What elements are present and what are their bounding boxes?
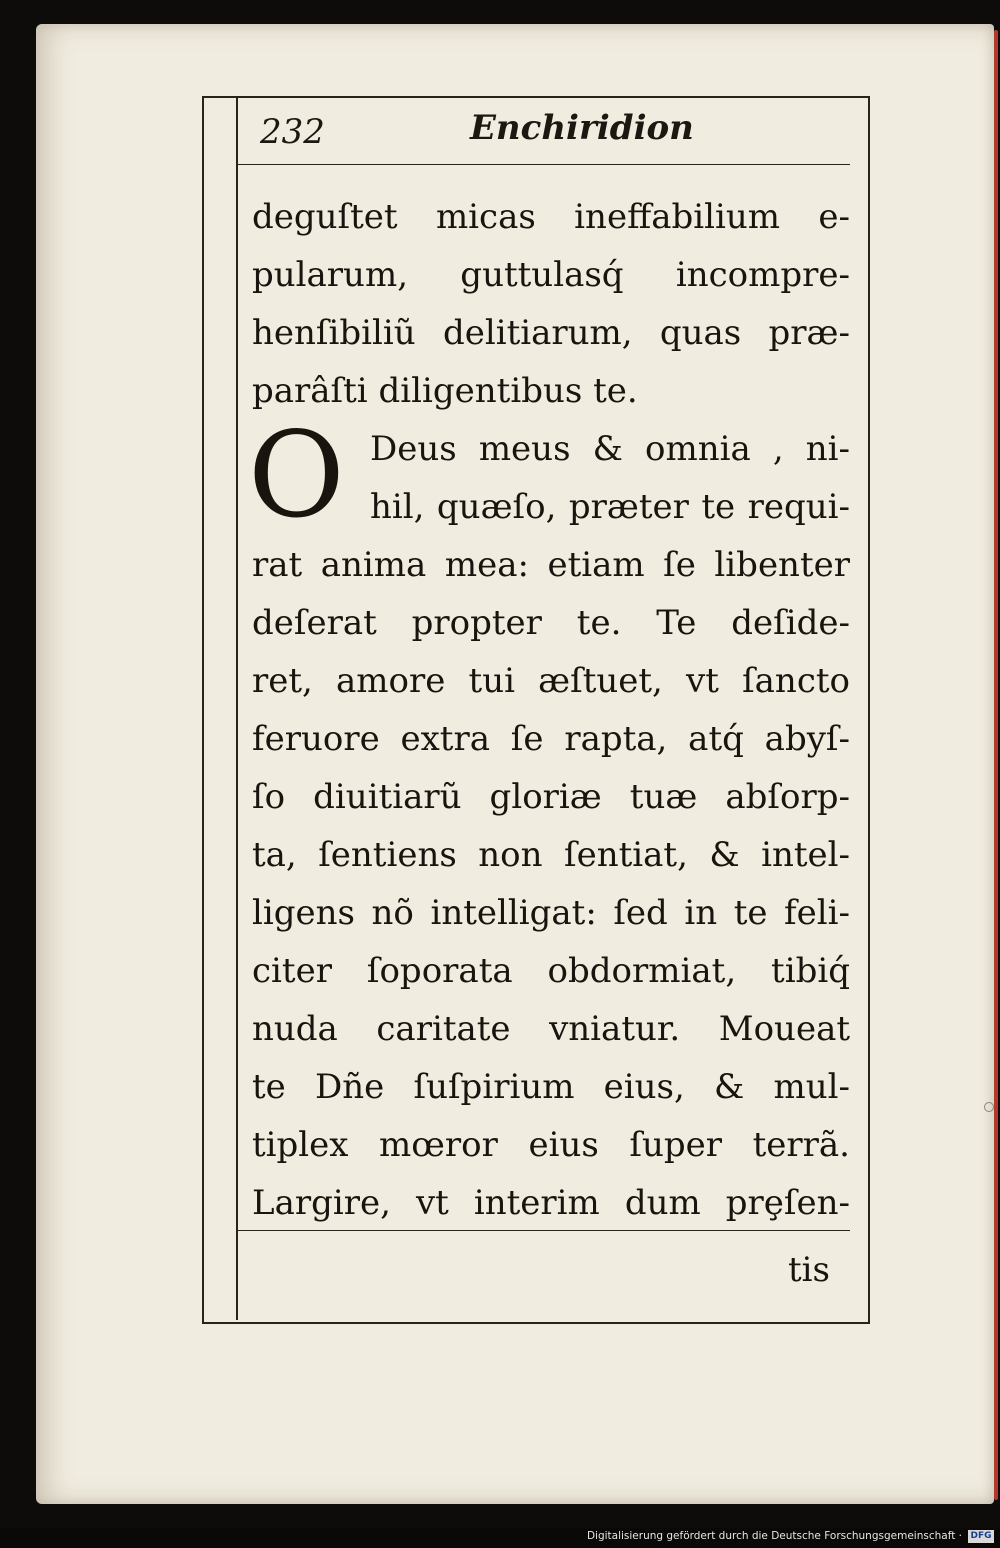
text-line: deguſtet micas ineffabilium e- (252, 197, 850, 237)
text-line: citer ſoporata obdormiat, tibiq́ (252, 951, 850, 991)
dfg-logo: DFG (968, 1530, 994, 1543)
page-number: 232 (260, 112, 325, 152)
text-line: parâſti diligentibus te. (252, 371, 638, 411)
body-text (248, 188, 850, 1232)
header-rule (238, 164, 850, 165)
text-line: deſerat propter te. Te deſide- (252, 603, 850, 643)
text-line: ligens nõ intelligat: ſed in te feli- (252, 893, 850, 933)
frame-inner-rule (236, 98, 238, 1320)
drop-cap: O (248, 406, 345, 544)
text-line: Deus meus & omnia , ni- (370, 429, 850, 469)
page-edge (994, 30, 998, 1500)
text-line: te Dñe ſuſpirium eius, & mul- (252, 1067, 850, 1107)
binding-ring-mark (984, 1102, 994, 1112)
catchword: tis (788, 1250, 830, 1290)
text-line: ſo diuitiarũ gloriæ tuæ abſorp- (252, 777, 850, 817)
text-line: henſibiliũ delitiarum, quas præ- (252, 313, 850, 353)
running-title: Enchiridion (470, 108, 694, 148)
text-line: tiplex mœror eius ſuper terrã. (252, 1125, 850, 1165)
text-line: ta, ſentiens non ſentiat, & intel- (252, 835, 850, 875)
text-line: hil, quæſo, præter te requi- (370, 487, 850, 527)
dropcap-lines (370, 420, 850, 536)
dropcap-paragraph (248, 406, 850, 544)
text-line: feruore extra ſe rapta, atq́ abyſ- (252, 719, 850, 759)
text-line: rat anima mea: etiam ſe libenter (252, 545, 850, 585)
text-line: ret, amore tui æſtuet, vt ſancto (252, 661, 850, 701)
text-line: pularum, guttulasq́ incompre- (252, 255, 850, 295)
text-line: nuda caritate vniatur. Moueat (252, 1009, 850, 1049)
digitization-credit: Digitalisierung gefördert durch die Deutsche Forschungsgemeinschaft · (586, 1530, 962, 1542)
text-line: Largire, vt interim dum prȩſen- (252, 1183, 850, 1223)
